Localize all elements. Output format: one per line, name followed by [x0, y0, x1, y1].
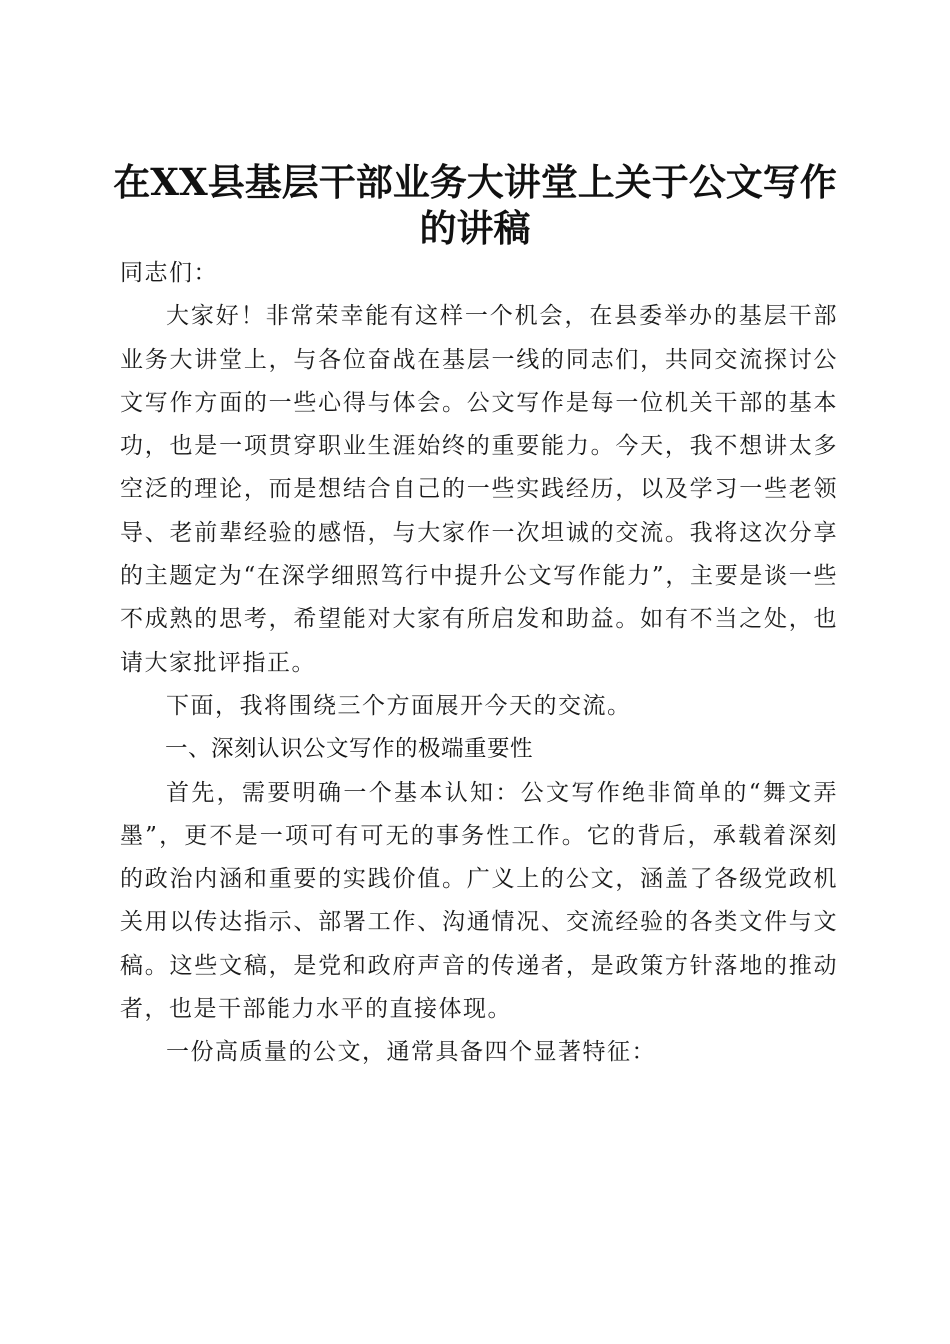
- document-body: [120, 252, 838, 1075]
- document-title: [100, 159, 850, 251]
- section-heading-1: 一、深刻认识公文写作的极端重要性: [165, 736, 534, 763]
- title-line-1: 在XX县基层干部业务大讲堂上关于公文写作: [113, 159, 837, 204]
- paragraph-section1-body: 首先，需要明确一个基本认知：公文写作绝非简单的“舞文弄墨”，更不是一项可有可无的事务性工作。它的背后，承载着深刻的政治内涵和重要的实践价值。广义上的公文，涵盖了各级党政机关用以传达指示、部署工作、沟通情况、交流经验的各类文件与文稿。这些文稿，是党和政府声音的传递者，是政策方针落地的推动者，也是干部能力水平的直接体现。: [120, 779, 838, 1023]
- title-line-2: 的讲稿: [419, 205, 531, 250]
- salutation: 同志们：: [120, 260, 218, 286]
- paragraph-intro: 大家好！非常荣幸能有这样一个机会，在县委举办的基层干部业务大讲堂上，与各位奋战在基层一线的同志们，共同交流探讨公文写作方面的一些心得与体会。公文写作是每一位机关干部的基本功，也是一项贯穿职业生涯始终的重要能力。今天，我不想讲太多空泛的理论，而是想结合自己的一些实践经历，以及学习一些老领导、老前辈经验的感悟，与大家作一次坦诚的交流。我将这次分享的主题定为“在深学细照笃行中提升公文写作能力”，主要是谈一些不成熟的思考，希望能对大家有所启发和助益。如有不当之处，也请大家批评指正。: [120, 303, 838, 676]
- paragraph-outline: 下面，我将围绕三个方面展开今天的交流。: [166, 692, 632, 719]
- paragraph-section1-features: 一份高质量的公文，通常具备四个显著特征：: [166, 1039, 656, 1066]
